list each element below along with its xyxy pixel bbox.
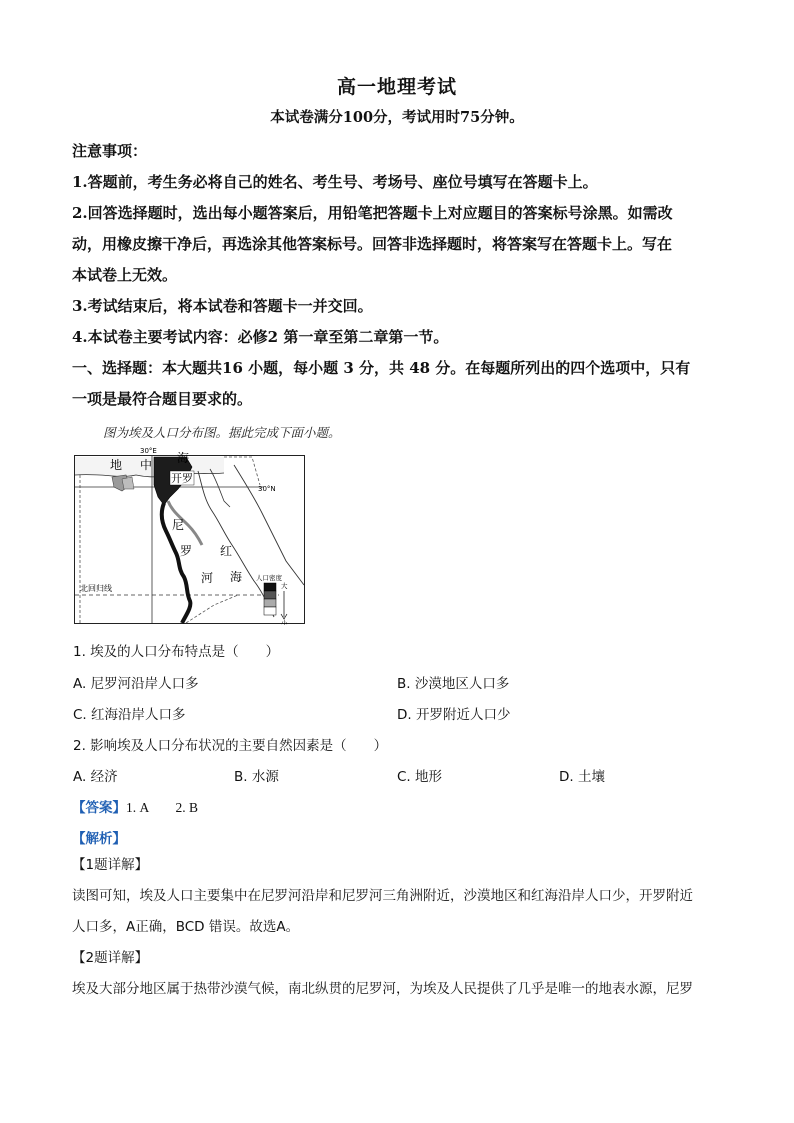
notice-heading: 注意事项： bbox=[72, 142, 148, 160]
question-1-stem: 1. 埃及的人口分布特点是（ ） bbox=[73, 644, 280, 660]
section-heading-line-2: 一项是最符合题目要求的。 bbox=[72, 390, 253, 408]
answer-line bbox=[72, 796, 198, 816]
label-nile-he: 河 bbox=[201, 571, 214, 585]
question-2-stem: 2. 影响埃及人口分布状况的主要自然因素是（ ） bbox=[73, 738, 388, 754]
exam-title: 高一地理考试 bbox=[336, 76, 457, 98]
detail-2-label: 【2题详解】 bbox=[72, 950, 149, 966]
notice-line-5: 3.考试结束后，将本试卷和答题卡一并交回。 bbox=[72, 297, 373, 315]
q2-option-b: B. 水源 bbox=[234, 769, 279, 785]
q1-option-c: C. 红海沿岸人口多 bbox=[73, 707, 186, 723]
label-red-hong: 红 bbox=[220, 544, 233, 558]
detail-1-label: 【1题详解】 bbox=[72, 857, 149, 873]
q2-option-a: A. 经济 bbox=[73, 769, 118, 785]
q1-option-a: A. 尼罗河沿岸人口多 bbox=[73, 676, 199, 692]
exam-subtitle: 本试卷满分100分，考试用时75分钟。 bbox=[270, 109, 524, 126]
answer-label: 【答案】 bbox=[72, 800, 126, 816]
label-30e: 30°E bbox=[140, 447, 157, 455]
label-30n: 30°N bbox=[258, 485, 276, 493]
notice-line-2: 2.回答选择题时，选出每小题答案后，用铅笔把答题卡上对应题目的答案标号涂黑。如需改 bbox=[72, 204, 673, 222]
legend-swatch-4 bbox=[264, 607, 276, 615]
q1-option-b: B. 沙漠地区人口多 bbox=[397, 676, 510, 692]
label-tropic: 北回归线 bbox=[80, 584, 112, 593]
legend-swatch-3 bbox=[264, 599, 276, 607]
notice-line-1: 1.答题前，考生务必将自己的姓名、考生号、考场号、座位号填写在答题卡上。 bbox=[72, 173, 598, 191]
legend-swatch-2 bbox=[264, 591, 276, 599]
legend-high: 大 bbox=[281, 582, 288, 590]
figure-caption: 图为埃及人口分布图。据此完成下面小题。 bbox=[103, 425, 341, 440]
legend-low: 小 bbox=[281, 619, 288, 625]
label-nile-ni: 尼 bbox=[172, 518, 185, 532]
label-nile-luo: 罗 bbox=[180, 544, 193, 558]
notice-line-6: 4.本试卷主要考试内容：必修2 第一章至第二章第一节。 bbox=[72, 328, 449, 346]
egypt-population-map bbox=[74, 445, 306, 625]
detail-1-line-2: 人口多，A正确，BCD 错误。故选A。 bbox=[72, 919, 300, 935]
legend-title: 人口密度 bbox=[256, 574, 282, 582]
label-red-hai: 海 bbox=[230, 570, 243, 584]
label-sea-di: 地 bbox=[110, 458, 123, 472]
label-sea-hai: 海 bbox=[177, 451, 190, 465]
notice-line-3: 动，用橡皮擦干净后，再选涂其他答案标号。回答非选择题时，将答案写在答题卡上。写在 bbox=[72, 235, 673, 253]
notice-line-4: 本试卷上无效。 bbox=[72, 266, 178, 284]
label-sea-zhong: 中 bbox=[140, 458, 153, 472]
detail-2-line-1: 埃及大部分地区属于热带沙漠气候，南北纵贯的尼罗河，为埃及人民提供了几乎是唯一的地表水源，尼罗 bbox=[72, 981, 693, 997]
q2-option-c: C. 地形 bbox=[397, 769, 443, 785]
answer-text: 1. A 2. B bbox=[126, 800, 199, 815]
oasis-west-2 bbox=[122, 477, 134, 489]
q1-option-d: D. 开罗附近人口少 bbox=[397, 707, 511, 723]
section-heading-line-1: 一、选择题：本大题共16 小题，每小题 3 分，共 48 分。在每题所列出的四个选项中，只有 bbox=[72, 359, 691, 377]
q2-option-d: D. 土壤 bbox=[559, 769, 605, 785]
legend-swatch-1 bbox=[264, 583, 276, 591]
analysis-label: 【解析】 bbox=[72, 831, 126, 847]
detail-1-line-1: 读图可知，埃及人口主要集中在尼罗河沿岸和尼罗河三角洲附近，沙漠地区和红海沿岸人口少，开罗附近 bbox=[72, 888, 693, 904]
label-cairo: 开罗 bbox=[171, 472, 193, 485]
